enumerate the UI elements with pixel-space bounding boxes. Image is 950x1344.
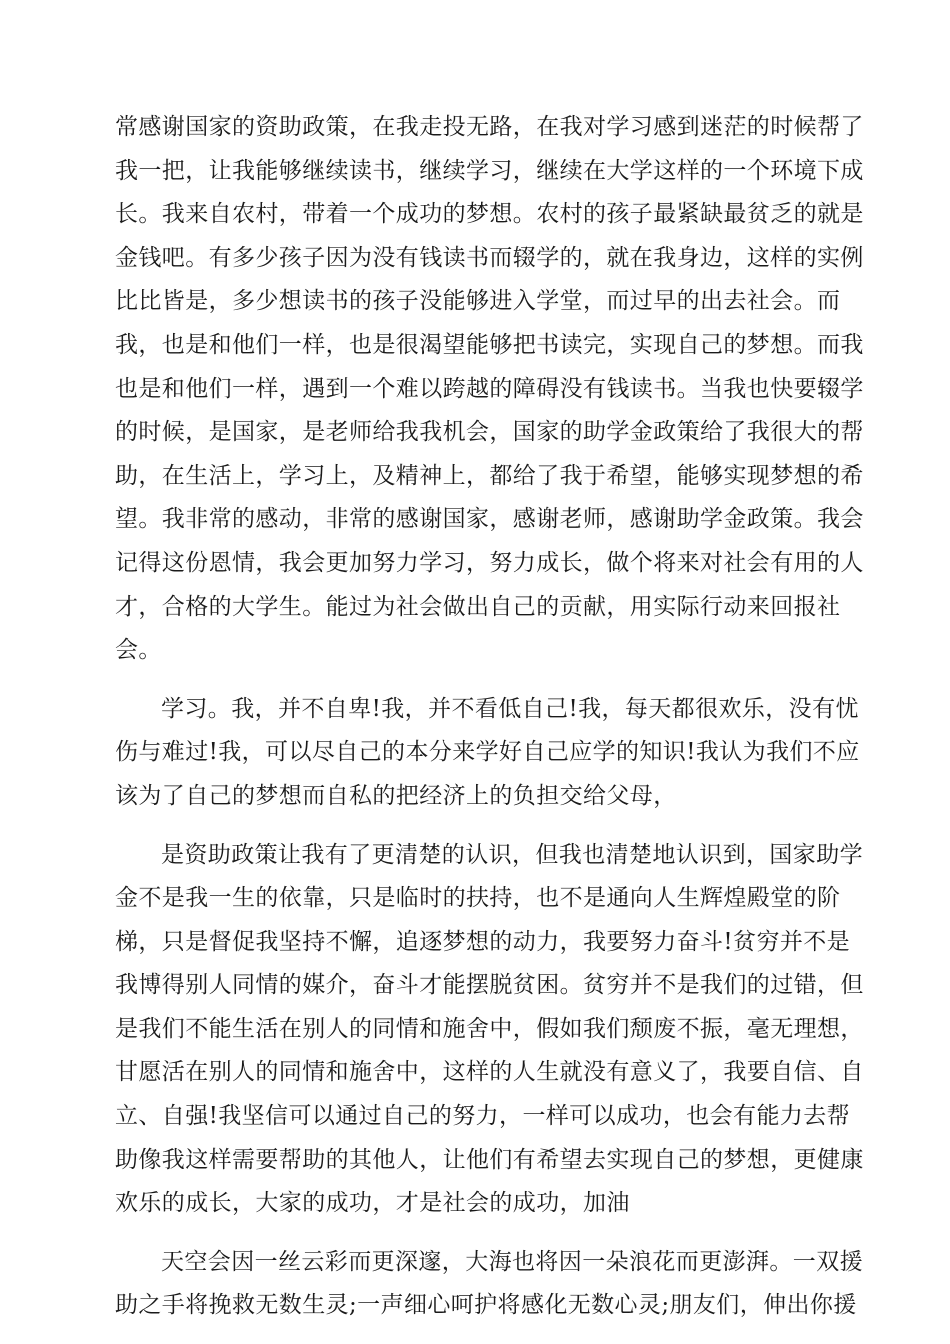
text-line: 立、自强!我坚信可以通过自己的努力，一样可以成功，也会有能力去帮 — [115, 1103, 851, 1130]
text-line: 是资助政策让我有了更清楚的认识，但我也清楚地认识到，国家助学 — [161, 841, 863, 868]
paragraph-4 — [115, 1241, 863, 1328]
text-line: 长。我来自农村，带着一个成功的梦想。农村的孩子最紧缺最贫乏的就是 — [115, 201, 864, 228]
text-line: 助，在生活上，学习上，及精神上，都给了我于希望，能够实现梦想的希 — [115, 462, 864, 489]
document-body — [115, 106, 864, 1328]
text-line: 欢乐的成长，大家的成功，才是社会的成功，加油 — [115, 1190, 630, 1217]
text-line: 金钱吧。有多少孩子因为没有钱读书而辍学的，就在我身边，这样的实例 — [115, 244, 864, 271]
text-line: 也是和他们一样，遇到一个难以跨越的障碍没有钱读书。当我也快要辍学 — [115, 375, 864, 402]
text-line: 我博得别人同情的媒介，奋斗才能摆脱贫困。贫穷并不是我们的过错，但 — [115, 972, 864, 999]
text-line: 是我们不能生活在别人的同情和施舍中，假如我们颓废不振，毫无理想， — [115, 1015, 864, 1042]
paragraph-2 — [115, 688, 860, 819]
text-line: 该为了自己的梦想而自私的把经济上的负担交给父母， — [115, 782, 677, 809]
text-line: 金不是我一生的依靠，只是临时的扶持，也不是通向人生辉煌殿堂的阶 — [115, 885, 841, 912]
text-line: 甘愿活在别人的同情和施舍中，这样的人生就没有意义了，我要自信、自 — [115, 1059, 864, 1086]
text-line: 我一把，让我能够继续读书，继续学习，继续在大学这样的一个环境下成 — [115, 157, 864, 184]
text-line: 学习。我，并不自卑!我，并不看低自己!我，每天都很欢乐，没有忧 — [161, 695, 859, 722]
paragraph-3 — [115, 834, 864, 1226]
text-line: 记得这份恩情，我会更加努力学习，努力成长，做个将来对社会有用的人 — [115, 549, 864, 576]
text-line: 才，合格的大学生。能过为社会做出自己的贡献，用实际行动来回报社 — [115, 593, 841, 620]
text-line: 助像我这样需要帮助的其他人，让他们有希望去实现自己的梦想，更健康 — [115, 1146, 864, 1173]
text-line: 助之手将挽救无数生灵;一声细心呵护将感化无数心灵;朋友们，伸出你援 — [115, 1292, 857, 1319]
paragraph-1 — [115, 106, 864, 673]
text-line: 会。 — [115, 637, 162, 664]
text-line: 天空会因一丝云彩而更深邃，大海也将因一朵浪花而更澎湃。一双援 — [161, 1248, 863, 1275]
text-line: 望。我非常的感动，非常的感谢国家，感谢老师，感谢助学金政策。我会 — [115, 506, 864, 533]
text-line: 梯，只是督促我坚持不懈，追逐梦想的动力，我要努力奋斗!贫穷并不是 — [115, 928, 851, 955]
text-line: 我，也是和他们一样，也是很渴望能够把书读完，实现自己的梦想。而我 — [115, 331, 864, 358]
text-line: 的时候，是国家，是老师给我我机会，国家的助学金政策给了我很大的帮 — [115, 419, 864, 446]
text-line: 常感谢国家的资助政策，在我走投无路，在我对学习感到迷茫的时候帮了 — [115, 114, 864, 140]
text-line: 比比皆是，多少想读书的孩子没能够进入学堂，而过早的出去社会。而 — [115, 288, 841, 315]
text-line: 伤与难过!我，可以尽自己的本分来学好自己应学的知识!我认为我们不应 — [115, 739, 860, 766]
